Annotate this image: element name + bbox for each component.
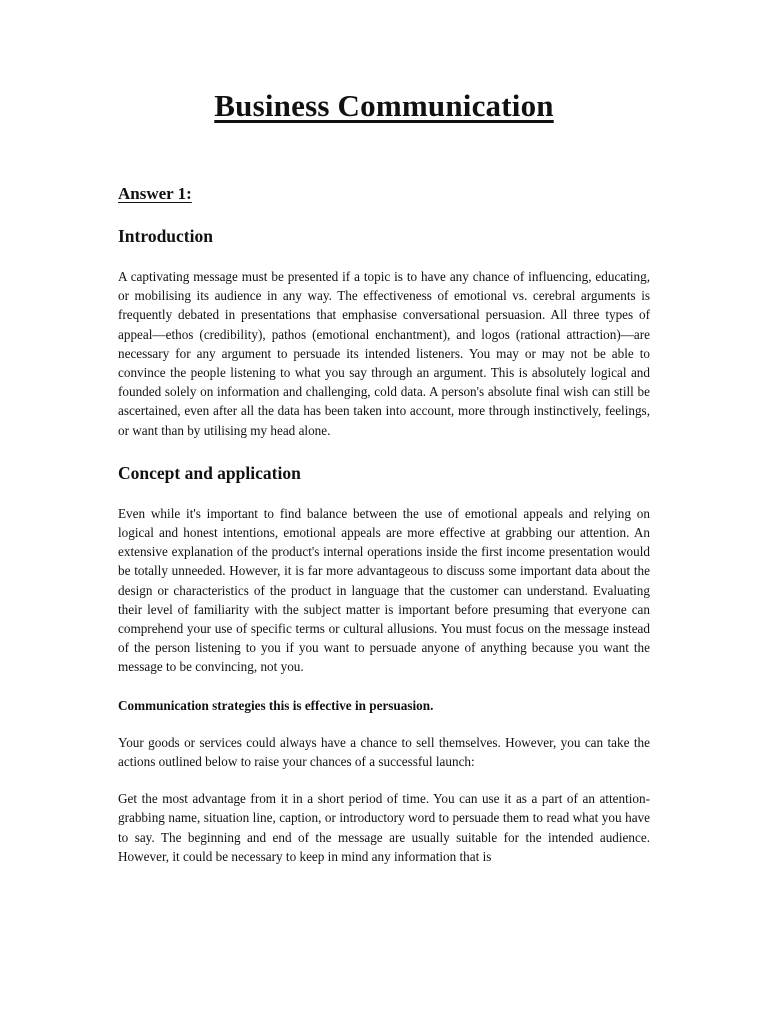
strategies-intro: Your goods or services could always have a chance to sell themselves. However, you can take the actions outlined below to raise your chances of a successful launch: (118, 734, 650, 770)
strategies-heading: Communication strategies this is effective in persuasion. (118, 697, 434, 713)
section-heading-introduction: Introduction (118, 226, 213, 246)
document-body (118, 183, 650, 866)
answer-label: Answer 1: (118, 184, 192, 203)
section-heading-concept-application: Concept and application (118, 462, 301, 483)
section-paragraph-concept-application: Even while it's important to find balance between the use of emotional appeals and relying on logical and honest intentions, emotional appeals are more effective at grabbing our attention. An extensive explanation of the product's internal operations inside the first income presentation would be totally unneeded. However, it is far more advantageous to discuss some important data about the design or characteristics of the product in language that the customer can understand. Evaluating their level of familiarity with the subject matter is important before presuming that everyone can comprehend your use of specific terms or cultural allusions. You must focus on the message instead of the person listening to you if you want to persuade anyone of anything because you want the message to be convincing, not you. (118, 505, 650, 675)
strategies-paragraph: Get the most advantage from it in a short period of time. You can use it as a part of an attention-grabbing name, situation line, caption, or introductory word to persuade them to read what you have to say. The beginning and end of the message are usually suitable for the intended audience. However, it could be necessary to keep in mind any information that is (118, 791, 650, 864)
section-paragraph-introduction: A captivating message must be presented if a topic is to have any chance of influencing, educating, or mobilising its audience in any way. The effectiveness of emotional vs. cerebral arguments is frequently debated in presentations that emphasise conversational persuasion. All three types of appeal—ethos (credibility), pathos (emotional enchantment), and logos (rational attraction)—are necessary for any argument to persuade its intended listeners. You may or may not be able to convince the people listening to what you say through an argument. This is absolutely logical and founded solely on information and challenging, cold data. A person's absolute final wish can still be ascertained, even after all the data has been taken into account, more through instinctively, feelings, or want than by utilising my head alone. (118, 269, 650, 438)
document-title: Business Communication (214, 88, 554, 123)
